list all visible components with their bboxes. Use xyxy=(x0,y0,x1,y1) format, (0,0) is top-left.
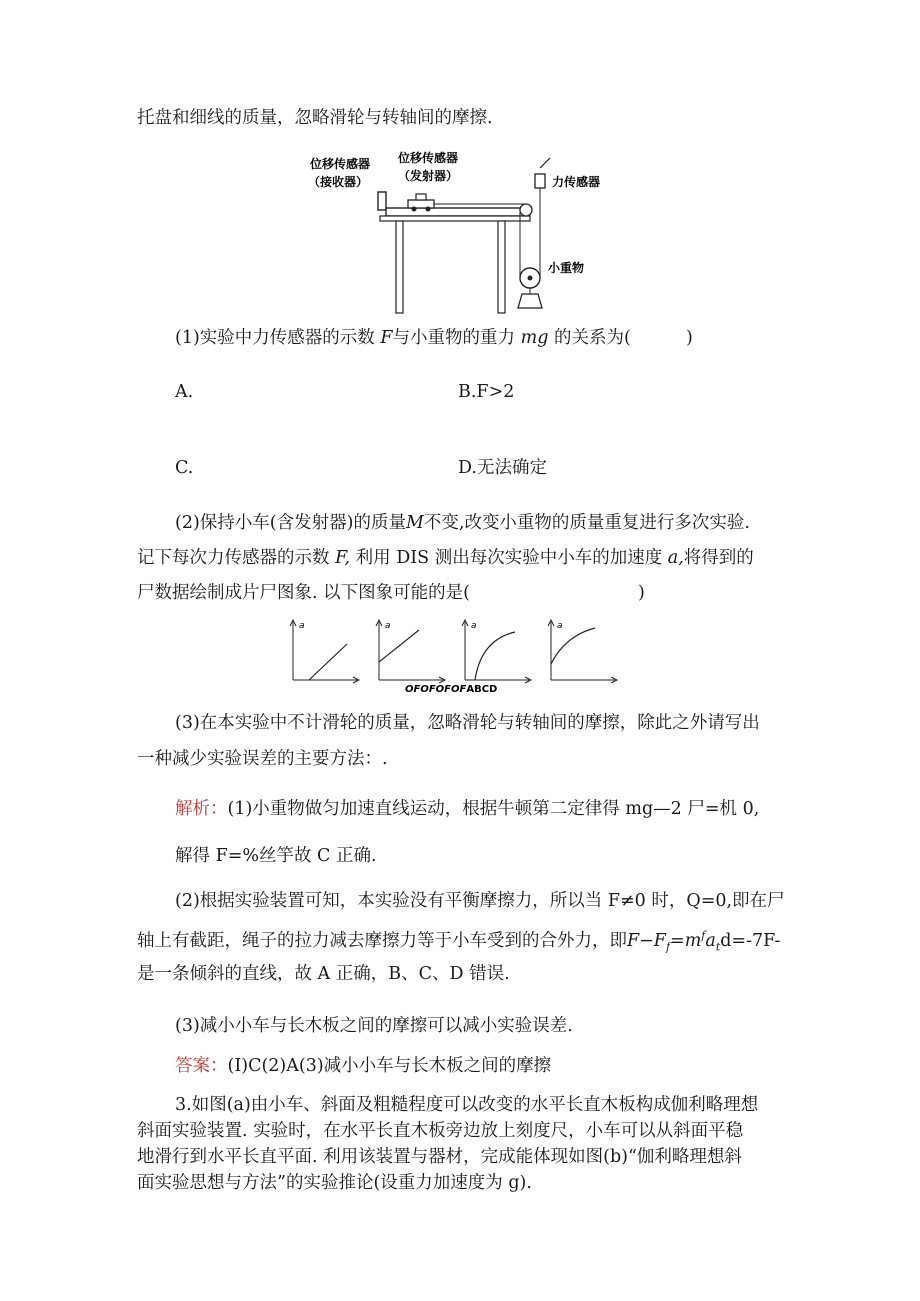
ceiling-hook xyxy=(540,158,550,168)
analysis-formula-a: a xyxy=(705,930,716,951)
q4-line-2: 斜面实验装置. 实验时，在水平长直木板旁边放上刻度尺，小车可以从斜面平稳 xyxy=(137,1121,744,1141)
analysis-p3: (3)减小小车与长木板之间的摩擦可以减小实验误差. xyxy=(175,1016,573,1036)
force-sensor-box xyxy=(535,174,545,188)
apparatus-figure xyxy=(300,148,630,318)
answer-label: 答案： xyxy=(175,1056,228,1076)
receiver-box xyxy=(378,192,386,210)
q2-line-3: 尸数据绘制成片尸图象. 以下图象可能的是( xyxy=(137,583,470,603)
graph-d-curve xyxy=(551,628,595,664)
answer-line xyxy=(175,1058,551,1076)
cart-emitter xyxy=(416,194,426,200)
graph-b-axis-label: a xyxy=(385,621,391,631)
analysis-p2-l2 xyxy=(137,930,780,952)
analysis-formula-sub2: t xyxy=(715,940,721,954)
q1-option-d: D.无法确定 xyxy=(458,458,547,478)
analysis-formula-sup: f xyxy=(701,929,706,942)
graph-b-curve xyxy=(379,630,419,662)
q4-line-1: 3.如图(a)由小车、斜面及粗糙程度可以改变的水平长直木板构成伽利略理想 xyxy=(175,1095,759,1115)
graphs-caption-a: OFOFOFOF xyxy=(405,684,467,695)
analysis-p2-l3: 是一条倾斜的直线，故 A 正确，B、C、D 错误. xyxy=(137,964,510,984)
analysis-formula-eq: =m xyxy=(670,930,702,951)
q1-var-f: F xyxy=(380,328,393,348)
analysis-p2-l1: (2)根据实验装置可知，本实验没有平衡摩擦力，所以当 F≠0 时，Q=0,即在尸 xyxy=(175,891,785,911)
table-leg-right xyxy=(498,221,505,313)
q2-l2-b: 利用 DIS 测出每次实验中小车的加速度 xyxy=(355,548,663,568)
analysis-p1b: 解得 F=%丝竽故 C 正确. xyxy=(175,846,377,866)
table-base xyxy=(380,216,530,221)
graphs-caption xyxy=(405,684,497,695)
graph-a-curve xyxy=(309,644,347,680)
receiver-label-1: 位移传感器 xyxy=(310,157,371,171)
cart xyxy=(408,200,434,208)
cart-wheel-right xyxy=(426,207,431,212)
q1-close-paren: ) xyxy=(686,328,693,348)
q4-line-3: 地滑行到水平长直平面. 利用该装置与器材，完成能体现如图(b)“伽利略理想斜 xyxy=(137,1147,742,1167)
table-pulley xyxy=(520,204,532,216)
cart-wheel-left xyxy=(412,207,417,212)
intro-text: 托盘和细线的质量，忽略滑轮与转轴间的摩擦. xyxy=(137,108,493,128)
graph-d xyxy=(548,620,617,683)
q1-option-b: B.F>2 xyxy=(458,382,515,402)
emitter-label-2: （发射器） xyxy=(398,169,459,183)
q2-l2-a: 记下每次力传感器的示数 xyxy=(137,548,330,568)
analysis-label: 解析： xyxy=(175,799,228,819)
q3-line-2: 一种减少实验误差的主要方法：. xyxy=(137,749,388,769)
q1-stem xyxy=(175,330,631,348)
q2-l2-var-f: F, xyxy=(335,548,351,568)
answer-text: (I)C(2)A(3)减小小车与长木板之间的摩擦 xyxy=(227,1056,552,1076)
graph-c xyxy=(462,620,531,683)
force-sensor-label: 力传感器 xyxy=(552,175,601,189)
graph-c-axis-label: a xyxy=(471,621,477,631)
q1-option-c: C. xyxy=(175,458,194,478)
graphs-figure xyxy=(285,618,625,696)
q2-l1-var: M xyxy=(405,513,424,533)
q2-close-paren: ) xyxy=(638,583,645,603)
analysis-p1 xyxy=(175,801,759,819)
q1-stem-b: 与小重物的重力 xyxy=(392,328,516,348)
q1-stem-a: (1)实验中力传感器的示数 xyxy=(175,328,375,348)
q4-line-4: 面实验思想与方法”的实验推论(设重力加速度为 g). xyxy=(137,1173,532,1193)
q2-line-2 xyxy=(137,550,754,568)
analysis-formula-sub1: f xyxy=(665,940,671,954)
q2-line-1 xyxy=(175,515,750,533)
analysis-p2-l2a: 轴上有截距，绳子的拉力减去摩擦力等于小车受到的合外力，即 xyxy=(137,930,627,951)
q2-l1-a: (2)保持小车(含发射器)的质量 xyxy=(175,513,406,533)
pulley-axle xyxy=(528,276,533,281)
graph-d-axis-label: a xyxy=(557,621,563,631)
q1-var-mg: mg xyxy=(520,328,549,348)
analysis-formula-tail: d=-7F- xyxy=(720,930,781,951)
table-leg-left xyxy=(396,221,403,313)
graph-c-curve xyxy=(475,632,515,680)
q2-l2-c: 将得到的 xyxy=(683,548,754,568)
weight-label: 小重物 xyxy=(548,261,585,275)
receiver-label-2: （接收器） xyxy=(308,175,369,189)
weight-body xyxy=(518,294,542,308)
emitter-label-1: 位移传感器 xyxy=(398,151,459,165)
q2-l1-b: 不变,改变小重物的质量重复进行多次实验. xyxy=(423,513,750,533)
q2-l2-var-a: a, xyxy=(667,548,684,568)
q1-stem-c: 的关系为( xyxy=(553,328,631,348)
q1-option-a: A. xyxy=(175,382,194,402)
graph-b xyxy=(376,620,445,683)
table-top xyxy=(386,208,526,216)
q3-line-1: (3)在本实验中不计滑轮的质量，忽略滑轮与转轴间的摩擦，除此之外请写出 xyxy=(175,713,760,733)
graph-a xyxy=(290,620,359,683)
analysis-p1-text: (1)小重物做匀加速直线运动，根据牛顿第二定律得 mg—2 尸=机 0, xyxy=(227,799,760,819)
graph-a-axis-label: a xyxy=(299,621,305,631)
analysis-formula-f: F−F xyxy=(627,930,666,951)
graphs-caption-b: ABCD xyxy=(466,684,498,695)
